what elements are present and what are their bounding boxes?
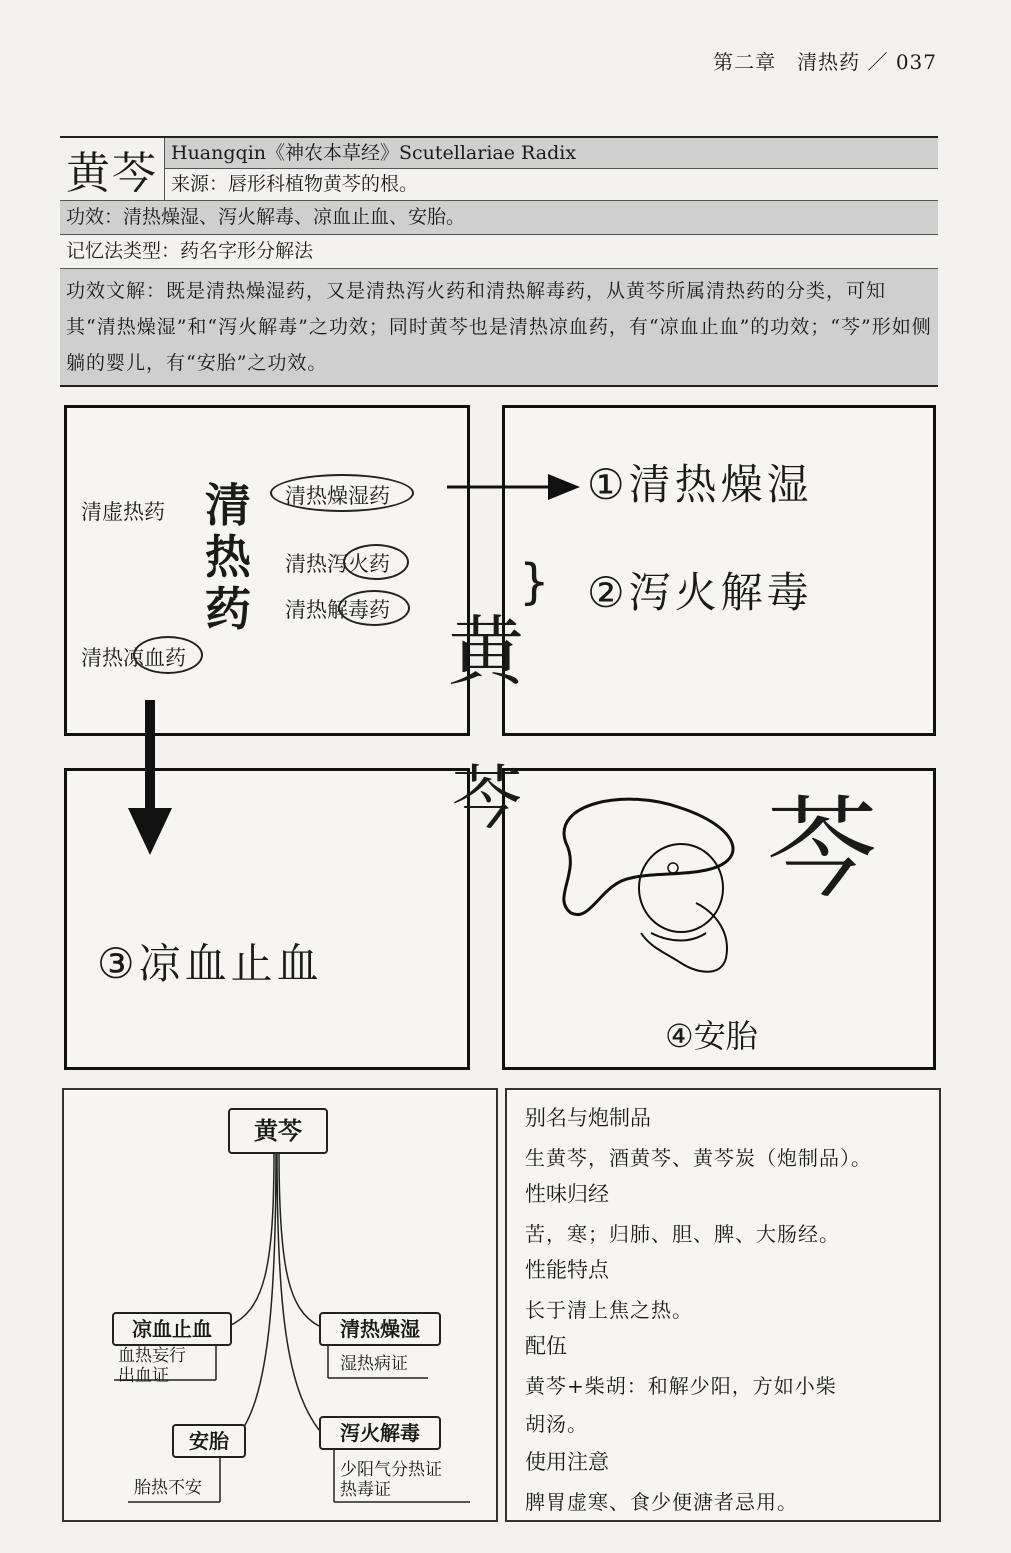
mindmap-node-zaoshi: 清热燥湿 [319,1312,441,1346]
notes-caution: 脾胃虚寒、食少便溏者忌用。 [525,1490,798,1514]
notes-caution-title: 使用注意 [525,1451,609,1474]
herb-name: 黄芩 [60,138,165,200]
efficacy-explanation: 功效文解：既是清热燥湿药，又是清热泻火药和清热解毒药，从黄芩所属清热药的分类，可知其“清热燥湿”和“泻火解毒”之功效；同时黄芩也是清热凉血药，有“凉血止血”的功效；“芩”形如侧躺的婴儿，有“安胎”之功效。 [60,269,938,385]
mindmap-node-antai: 安胎 [172,1424,246,1458]
notes-combo-1: 黄芩+柴胡：和解少阳，方如小柴 [525,1374,837,1398]
mindmap-node-liangxue: 凉血止血 [112,1312,232,1346]
qin-large-char: 芩 [767,785,877,913]
effect-1: ①清热燥湿 [587,460,813,509]
effect-3: ③凉血止血 [97,939,323,988]
mindmap-note-liangxue-2: 出血证 [118,1366,169,1386]
herb-source: 来源：唇形科植物黄芩的根。 [171,173,419,195]
category-zaoshi: 清热燥湿药 [285,484,390,508]
notes-taste: 苦，寒；归肺、胆、脾、大肠经。 [525,1222,840,1246]
notes-taste-title: 性味归经 [525,1183,609,1206]
herb-latin: Huangqin《神农本草经》Scutellariae Radix [165,138,938,169]
mindmap-note-zaoshi: 湿热病证 [340,1354,408,1374]
brace: } [519,554,550,610]
mind-map-lines [64,1090,496,1520]
page-header: 第二章 清热药 ／ 037 [713,50,937,74]
mindmap-node-xiehuo: 泻火解毒 [319,1416,441,1450]
notes-alias-title: 别名与炮制品 [525,1107,651,1130]
mindmap-note-xiehuo-2: 热毒证 [340,1480,391,1500]
category-main-char-1: 清 [205,478,251,532]
seal-char-qin: 芩 [452,757,522,839]
category-xiehuo: 清热泻火药 [285,552,390,576]
mindmap-note-xiehuo-1: 少阳气分热证 [340,1460,442,1480]
category-main-char-2: 热 [205,530,251,584]
memory-type: 记忆法类型：药名字形分解法 [60,235,938,269]
mindmap-note-antai: 胎热不安 [134,1478,202,1498]
category-xureyao: 清虚热药 [81,500,165,524]
notes-combo-title: 配伍 [525,1335,567,1358]
herb-notes [505,1088,941,1522]
seal-char-huang: 黄 [448,607,524,696]
notes-combo-2: 胡汤。 [525,1412,588,1436]
effect-2: ②泻火解毒 [587,568,813,617]
notes-feature-title: 性能特点 [525,1259,609,1282]
mind-map [62,1088,498,1522]
category-jiedu: 清热解毒药 [285,598,390,622]
effect-4: ④安胎 [665,1017,758,1055]
mindmap-note-liangxue-1: 血热妄行 [118,1346,186,1366]
category-main-char-3: 药 [205,582,251,636]
notes-alias: 生黄芩，酒黄芩、黄芩炭（炮制品）。 [525,1146,872,1170]
mindmap-root: 黄芩 [228,1108,328,1154]
category-liangxue: 清热凉血药 [81,646,186,670]
notes-feature: 长于清上焦之热。 [525,1298,693,1322]
herb-efficacy: 功效：清热燥湿、泻火解毒、凉血止血、安胎。 [60,201,938,235]
